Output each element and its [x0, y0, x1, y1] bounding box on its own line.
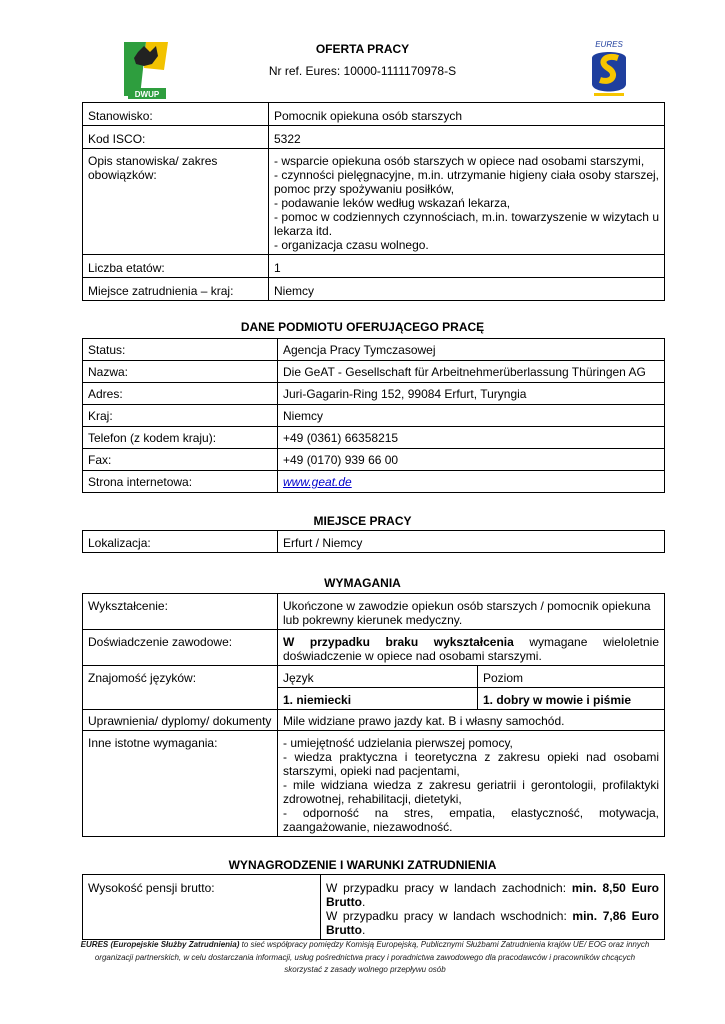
eures-footer [80, 939, 650, 977]
dwup-logo-text: DWUP [134, 90, 160, 99]
employer-row [83, 427, 665, 449]
lang-name: 1. niemiecki [278, 688, 478, 710]
employer-value: Die GeAT - Gesellschaft für Arbeitnehmerüberlassung Thüringen AG [278, 361, 665, 383]
job-value: Pomocnik opiekuna osób starszych [269, 103, 665, 126]
job-label: Liczba etatów: [83, 255, 269, 278]
salary-west: W przypadku pracy w landach zachodnich: min. 8,50 Euro Brutto. [326, 881, 659, 909]
employer-value: Niemcy [278, 405, 665, 427]
job-row [83, 255, 665, 278]
employer-row [83, 361, 665, 383]
req-row [83, 710, 665, 731]
employer-website-cell [278, 471, 665, 493]
page-title: OFERTA PRACY [315, 42, 410, 56]
req-row [83, 594, 665, 630]
employer-label: Nazwa: [83, 361, 278, 383]
footer-bold: EURES (Europejskie Służby Zatrudnienia) [80, 940, 240, 949]
employer-section-title: DANE PODMIOTU OFERUJĄCEGO PRACĘ [240, 320, 485, 334]
req-value: Ukończone w zawodzie opiekun osób starszych / pomocnik opiekuna lub pokrewny kierunek medyczny. [278, 594, 665, 630]
workplace-row [83, 531, 665, 553]
job-description [269, 149, 665, 255]
job-row [83, 149, 665, 255]
reference-number: Nr ref. Eures: 10000-1111170978-S [268, 64, 457, 78]
job-label: Stanowisko: [83, 103, 269, 126]
req-value: Mile widziane prawo jazdy kat. B i własny samochód. [278, 710, 665, 731]
req-label: Inne istotne wymagania: [83, 731, 278, 837]
eures-logo [582, 38, 636, 100]
requirements-table [82, 593, 665, 837]
requirement-line: - mile widziana wiedza z zakresu geriatrii i gerontologii, profilaktyki zdrowotnej, rehabilitacji, dietetyki, [283, 778, 659, 806]
footer-text: to sieć współpracy pomiędzy Komisją Europejską, Publicznymi Służbami Zatrudnienia krajów UE/ EOG oraz innych organizacji partnerskich, w celu dostarczania informacji, usług pośrednictwa pracy i poradnictwa zawodowego dla pracodawców i pracowników chcących skorzystać z zasady wolnego przepływu osób [94, 940, 650, 974]
job-row [83, 126, 665, 149]
experience-rest: wymagane wieloletnie doświadczenie w opiece nad osobami starszymi. [283, 635, 660, 663]
req-row [83, 630, 665, 666]
salary-table [82, 874, 665, 940]
employer-label: Telefon (z kodem kraju): [83, 427, 278, 449]
employer-row [83, 383, 665, 405]
req-row [83, 666, 665, 688]
employer-row [83, 339, 665, 361]
job-label: Miejsce zatrudnienia – kraj: [83, 278, 269, 301]
eures-logo-text: EURES [595, 40, 623, 49]
employer-website-link[interactable]: www.geat.de [283, 475, 352, 489]
requirement-line: - odporność na stres, empatia, elastyczność, motywacja, zaangażowanie, niezawodność. [283, 806, 659, 834]
duty-line: - wsparcie opiekuna osób starszych w opiece nad osobami starszymi, [274, 154, 645, 168]
employer-label: Status: [83, 339, 278, 361]
req-label: Znajomość języków: [83, 666, 278, 710]
employer-value: +49 (0170) 939 66 00 [278, 449, 665, 471]
job-row [83, 103, 665, 126]
workplace-value: Erfurt / Niemcy [278, 531, 665, 553]
salary-east: W przypadku pracy w landach wschodnich: min. 7,86 Euro Brutto. [326, 909, 659, 937]
job-row [83, 278, 665, 301]
salary-section-title: WYNAGRODZENIE I WARUNKI ZATRUDNIENIA [228, 858, 497, 872]
job-label: Kod ISCO: [83, 126, 269, 149]
employer-label: Fax: [83, 449, 278, 471]
req-other-value [278, 731, 665, 837]
employer-table [82, 338, 665, 493]
req-row [83, 731, 665, 837]
employer-row [83, 471, 665, 493]
employer-value: Agencja Pracy Tymczasowej [278, 339, 665, 361]
lang-col-header: Język [278, 666, 478, 688]
employer-label: Strona internetowa: [83, 471, 278, 493]
lang-col-header: Poziom [478, 666, 665, 688]
job-value: 5322 [269, 126, 665, 149]
duty-line: - czynności pielęgnacyjne, m.in. utrzymanie higieny ciała osoby starszej, pomoc przy spożywaniu posiłków, [274, 168, 659, 196]
employer-label: Kraj: [83, 405, 278, 427]
employer-value: Juri-Gagarin-Ring 152, 99084 Erfurt, Turyngia [278, 383, 665, 405]
duty-line: - organizacja czasu wolnego. [274, 238, 429, 252]
job-value: Niemcy [269, 278, 665, 301]
req-label: Uprawnienia/ dyplomy/ dokumenty [83, 710, 278, 731]
req-value [278, 630, 665, 666]
requirements-section-title: WYMAGANIA [324, 576, 401, 590]
employer-value: +49 (0361) 66358215 [278, 427, 665, 449]
requirement-line: - wiedza praktyczna i teoretyczna z zakresu opieki nad osobami starszymi, opieki nad pacjentami, [283, 750, 659, 778]
salary-label: Wysokość pensji brutto: [83, 875, 321, 940]
workplace-table [82, 530, 665, 553]
employer-label: Adres: [83, 383, 278, 405]
req-label: Doświadczenie zawodowe: [83, 630, 278, 666]
employer-row [83, 405, 665, 427]
job-table [82, 102, 665, 301]
job-label: Opis stanowiska/ zakres obowiązków: [83, 149, 269, 255]
employer-row [83, 449, 665, 471]
workplace-label: Lokalizacja: [83, 531, 278, 553]
duty-line: - podawanie leków według wskazań lekarza, [274, 196, 511, 210]
experience-bold: W przypadku braku wykształcenia [283, 635, 514, 649]
req-label: Wykształcenie: [83, 594, 278, 630]
lang-level: 1. dobry w mowie i piśmie [478, 688, 665, 710]
job-value: 1 [269, 255, 665, 278]
salary-row [83, 875, 665, 940]
requirement-line: - umiejętność udzielania pierwszej pomocy, [283, 736, 513, 750]
workplace-section-title: MIEJSCE PRACY [313, 514, 412, 528]
duty-line: - pomoc w codziennych czynnościach, m.in. towarzyszenie w wizytach u lekarza itd. [274, 210, 659, 238]
salary-value [321, 875, 665, 940]
